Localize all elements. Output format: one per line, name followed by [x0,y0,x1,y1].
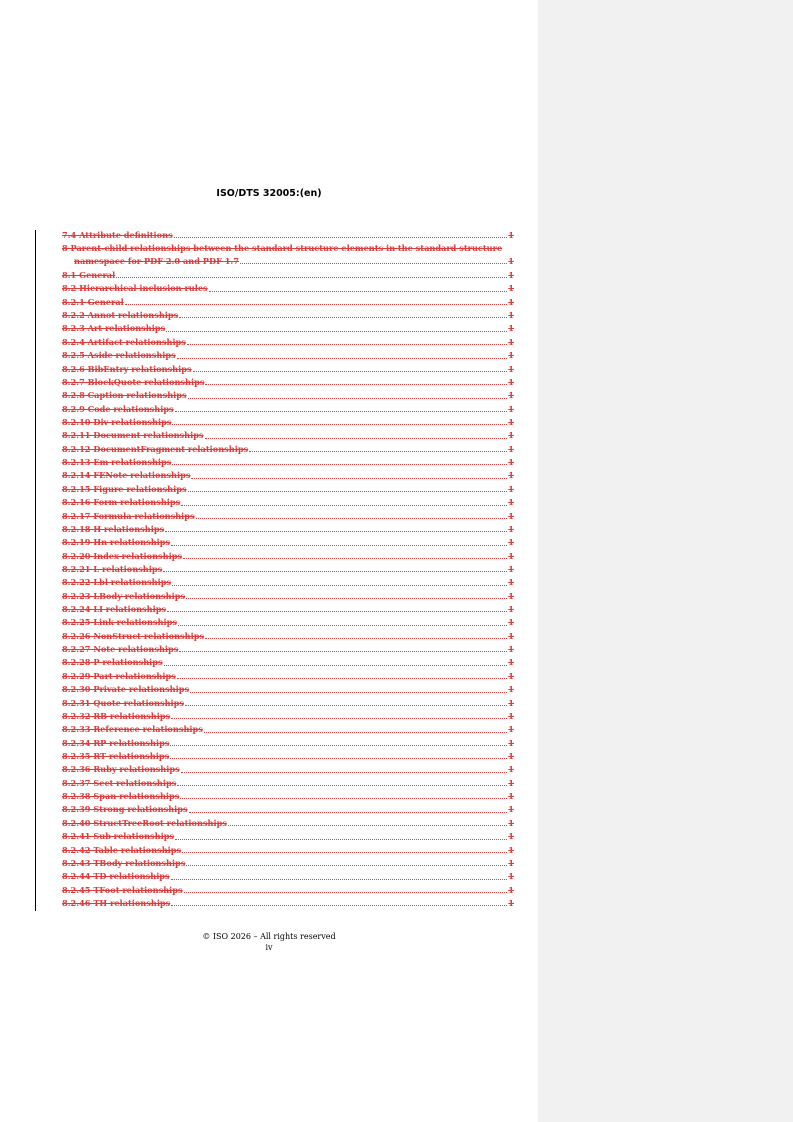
toc-entry-page: 1 [508,764,514,775]
toc-entry-label: 8.2.45 TFoot relationships [62,884,183,895]
toc-entry-label: 8.2.15 Figure relationships [62,483,187,494]
toc-entry[interactable] [62,363,514,376]
toc-entry-label: 8.2.44 TD relationships [62,871,170,882]
toc-dot-leader [177,358,508,359]
toc-entry-label: 8.2.46 TH relationships [62,897,171,908]
toc-dot-leader [183,558,507,559]
toc-entry[interactable] [62,590,514,603]
toc-dot-leader [171,905,507,906]
toc-entry[interactable] [62,496,514,509]
toc-entry[interactable] [62,536,514,549]
toc-entry-page: 1 [508,390,514,401]
toc-entry-page: 1 [508,497,514,508]
toc-entry-label: 8.2.10 Div relationships [62,417,172,427]
toc-entry[interactable] [62,429,514,442]
toc-entry-label: 8.2.7 BlockQuote relationships [62,376,205,387]
toc-entry[interactable] [62,309,514,322]
toc-entry-page: 1 [508,376,514,387]
toc-entry[interactable] [62,510,514,523]
toc-dot-leader [166,331,507,332]
toc-entry-label: 8.2.8 Caption relationships [62,390,187,401]
toc-entry-page: 1 [508,871,514,882]
toc-entry[interactable] [62,737,514,750]
toc-dot-leader [164,665,508,666]
toc-dot-leader [182,852,507,853]
toc-entry[interactable] [62,830,514,843]
toc-entry-page: 1 [508,350,514,361]
toc-entry[interactable] [62,697,514,710]
toc-entry[interactable] [62,416,514,429]
toc-entry[interactable] [62,616,514,629]
toc-entry[interactable] [62,777,514,790]
toc-entry[interactable] [62,443,514,456]
toc-entry[interactable] [62,269,514,282]
toc-entry-label: 8.2.22 Lbl relationships [62,577,172,588]
toc-entry-label: 8.2.39 Strong relationships [62,804,188,815]
toc-entry-page: 1 [508,256,514,267]
toc-entry-page: 1 [508,831,514,842]
toc-entry-label: 8.2.33 Reference relationships [62,724,203,735]
toc-entry-label: 8.2.16 Form relationships [62,497,181,508]
toc-entry-page: 1 [508,844,514,855]
toc-entry-page: 1 [508,457,514,468]
toc-entry-label: 8.2.21 L relationships [62,563,163,574]
toc-entry-page: 1 [508,657,514,668]
toc-dot-leader [167,611,507,612]
change-bar [35,230,36,911]
toc-entry-page: 1 [508,523,514,534]
toc-entry-page: 1 [508,630,514,641]
toc-entry[interactable] [62,483,514,496]
toc-entry-page: 1 [508,283,514,294]
toc-entry[interactable] [62,242,514,269]
toc-dot-leader [240,263,507,264]
toc-entry[interactable] [62,376,514,389]
toc-dot-leader [165,531,507,532]
toc-entry-label: 8.2.43 TBody relationships [62,857,186,868]
toc-dot-leader [249,451,507,452]
toc-dot-leader [181,505,507,506]
toc-entry[interactable] [62,897,514,910]
toc-entry[interactable] [62,870,514,883]
toc-dot-leader [172,585,507,586]
toc-dot-leader [204,732,507,733]
toc-entry-page: 1 [508,230,514,240]
toc-dot-leader [175,411,508,412]
toc-entry-page: 1 [508,296,514,307]
toc-entry-page: 1 [508,270,514,281]
toc-dot-leader [179,651,507,652]
toc-entry[interactable] [62,763,514,776]
toc-entry[interactable] [62,670,514,683]
toc-entry[interactable] [62,282,514,295]
toc-entry-page: 1 [508,737,514,748]
toc-dot-leader [177,678,508,679]
toc-entry-label: 8.2.18 H relationships [62,523,165,534]
toc-dot-leader [175,839,507,840]
toc-dot-leader [171,879,508,880]
toc-entry-page: 1 [508,684,514,695]
toc-entry-label-continued: namespace for PDF 2.0 and PDF 1.7 [74,256,239,267]
comment-pane [538,0,793,1122]
toc-entry-label: 8.2.31 Quote relationships [62,697,184,708]
table-of-contents [62,229,514,910]
toc-entry-label: 8.2.19 Hn relationships [62,537,171,548]
toc-entry-page: 1 [508,417,514,427]
toc-entry-label: 8.2.5 Aside relationships [62,350,176,361]
toc-entry[interactable] [62,469,514,482]
toc-dot-leader [181,772,508,773]
toc-entry-label: 8.2.24 LI relationships [62,604,167,615]
toc-entry[interactable] [62,229,514,242]
toc-dot-leader [188,491,508,492]
toc-entry[interactable] [62,656,514,669]
toc-dot-leader [177,785,507,786]
toc-entry[interactable] [62,710,514,723]
toc-entry[interactable] [62,603,514,616]
toc-entry-label: 8.1 General [62,270,116,281]
toc-entry-page: 1 [508,403,514,414]
toc-entry[interactable] [62,389,514,402]
toc-dot-leader [193,371,508,372]
toc-entry[interactable] [62,683,514,696]
toc-entry-label: 8.2.6 BibEntry relationships [62,363,192,374]
document-header: ISO/DTS 32005:(en) [216,188,322,199]
toc-entry-page: 1 [508,804,514,815]
toc-dot-leader [170,745,507,746]
toc-dot-leader [172,424,507,425]
toc-entry-label: 8.2.28 P relationships [62,657,163,668]
toc-entry-page: 1 [508,590,514,601]
toc-entry-label: 8.2.38 Span relationships [62,791,180,802]
toc-entry-label: 8.2.26 NonStruct relationships [62,630,205,641]
toc-entry-label: 8.2.3 Art relationships [62,323,166,334]
toc-entry[interactable] [62,523,514,536]
toc-entry-label: 8.2.40 StructTreeRoot relationships [62,817,227,828]
toc-entry-label: 8.2.36 Ruby relationships [62,764,180,775]
toc-entry-page: 1 [508,336,514,347]
toc-entry-page: 1 [508,550,514,561]
toc-dot-leader [185,705,507,706]
toc-entry-label: 8.2 Hierarchical inclusion rules [62,283,208,294]
toc-entry[interactable] [62,884,514,897]
toc-entry-label: 8.2.4 Artifact relationships [62,336,186,347]
toc-entry-page: 1 [508,750,514,761]
toc-entry-page: 1 [508,697,514,708]
toc-dot-leader [172,464,507,465]
toc-entry-page: 1 [508,563,514,574]
toc-entry-label: 8.2.2 Annot relationships [62,310,179,321]
toc-entry[interactable] [62,336,514,349]
toc-dot-leader [125,304,508,305]
toc-entry[interactable] [62,296,514,309]
toc-entry[interactable] [62,456,514,469]
toc-entry-label: 8.2.27 Note relationships [62,644,179,655]
toc-entry-page: 1 [508,510,514,521]
toc-dot-leader [180,798,507,799]
toc-entry-label: 8.2.14 FENote relationships [62,470,191,481]
toc-entry[interactable] [62,750,514,763]
toc-entry-label: 8.2.37 Sect relationships [62,777,177,788]
toc-dot-leader [189,812,508,813]
toc-dot-leader [188,398,508,399]
toc-entry-label: 8.2.17 Formula relationships [62,510,195,521]
toc-entry-label: 8.2.34 RP relationships [62,737,170,748]
toc-entry-page: 1 [508,323,514,334]
toc-entry-page: 1 [508,710,514,721]
toc-entry-label: 8.2.25 Link relationships [62,617,177,628]
toc-entry[interactable] [62,403,514,416]
toc-entry[interactable] [62,857,514,870]
toc-entry-label: 8.2.11 Document relationships [62,430,204,441]
toc-dot-leader [196,518,508,519]
toc-dot-leader [209,291,508,292]
toc-entry-page: 1 [508,604,514,615]
toc-entry[interactable] [62,723,514,736]
toc-entry[interactable] [62,322,514,335]
toc-entry[interactable] [62,576,514,589]
toc-entry[interactable] [62,803,514,816]
toc-dot-leader [186,865,507,866]
toc-entry-label: 8.2.32 RB relationships [62,710,171,721]
toc-dot-leader [184,892,508,893]
toc-entry-page: 1 [508,617,514,628]
toc-entry-page: 1 [508,897,514,908]
toc-entry-page: 1 [508,483,514,494]
toc-entry-page: 1 [508,644,514,655]
toc-entry-page: 1 [508,577,514,588]
toc-dot-leader [190,692,507,693]
toc-entry[interactable] [62,349,514,362]
toc-entry-page: 1 [508,537,514,548]
toc-entry-label: 8.2.30 Private relationships [62,684,190,695]
toc-entry-label: 8.2.35 RT relationships [62,750,170,761]
toc-entry[interactable] [62,643,514,656]
toc-dot-leader [163,571,507,572]
toc-entry[interactable] [62,790,514,803]
toc-entry[interactable] [62,563,514,576]
toc-entry-label: 8.2.20 Index relationships [62,550,183,561]
toc-entry-label: 8.2.41 Sub relationships [62,831,175,842]
toc-dot-leader [205,438,508,439]
toc-entry[interactable] [62,550,514,563]
toc-entry-page: 1 [508,884,514,895]
toc-dot-leader [228,825,507,826]
toc-dot-leader [170,758,507,759]
toc-entry-page: 1 [508,670,514,681]
toc-entry[interactable] [62,817,514,830]
toc-entry-label: 8.2.29 Part relationships [62,670,176,681]
toc-dot-leader [171,718,507,719]
copyright-notice: © ISO 2026 – All rights reserved [202,932,336,941]
toc-dot-leader [171,545,507,546]
toc-entry-label: 8.2.9 Code relationships [62,403,174,414]
toc-dot-leader [174,237,508,238]
toc-entry-page: 1 [508,777,514,788]
page-number: iv [265,943,273,952]
toc-dot-leader [205,638,507,639]
toc-dot-leader [187,344,507,345]
toc-entry-label: 8.2.23 LBody relationships [62,590,186,601]
toc-entry-page: 1 [508,817,514,828]
toc-entry-label: 8 Parent-child relationships between the standard structure elements in the standard structure [62,243,503,254]
toc-entry[interactable] [62,630,514,643]
toc-entry-label: 8.2.13 Em relationships [62,457,172,468]
toc-dot-leader [191,478,507,479]
toc-entry-page: 1 [508,430,514,441]
toc-entry-page: 1 [508,470,514,481]
toc-entry-page: 1 [508,443,514,454]
toc-entry-page: 1 [508,310,514,321]
toc-entry[interactable] [62,844,514,857]
toc-entry-label: 7.4 Attribute definitions [62,230,173,240]
toc-entry-page: 1 [508,724,514,735]
toc-entry-page: 1 [508,857,514,868]
page-footer [0,931,538,953]
toc-dot-leader [178,625,507,626]
toc-entry-label: 8.2.1 General [62,296,124,307]
toc-dot-leader [205,384,507,385]
toc-dot-leader [116,277,507,278]
toc-dot-leader [186,598,507,599]
toc-entry-label: 8.2.12 DocumentFragment relationships [62,443,249,454]
toc-entry-page: 1 [508,791,514,802]
toc-entry-page: 1 [508,363,514,374]
toc-dot-leader [179,317,507,318]
toc-entry-label: 8.2.42 Table relationships [62,844,182,855]
